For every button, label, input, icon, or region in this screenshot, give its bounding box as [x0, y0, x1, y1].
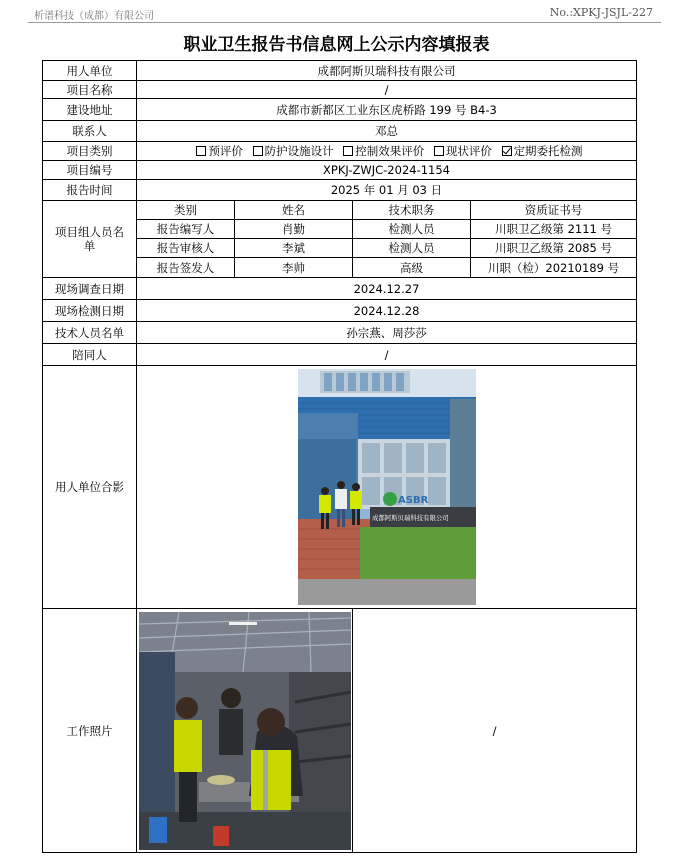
label-team: 项目组人员名单 — [43, 201, 137, 278]
work-photo-empty-cell: / — [353, 609, 637, 853]
member-cert: 川职卫乙级第 2111 号 — [471, 220, 637, 239]
row-group-photo — [43, 366, 637, 609]
checkbox-icon — [196, 146, 206, 156]
row-companion — [43, 344, 637, 366]
label-work-photo: 工作照片 — [43, 609, 137, 853]
checkbox-icon — [343, 146, 353, 156]
member-role: 报告签发人 — [137, 258, 235, 278]
work-photo-image — [139, 612, 351, 850]
header-divider — [28, 22, 661, 23]
value-survey-date: 2024.12.27 — [137, 278, 637, 300]
row-address — [43, 99, 637, 121]
checkbox-checked-icon — [502, 146, 512, 156]
member-name: 肖勤 — [235, 220, 353, 239]
member-title: 检测人员 — [353, 239, 471, 258]
label-group-photo: 用人单位合影 — [43, 366, 137, 609]
label-report-date: 报告时间 — [43, 180, 137, 201]
category-option-pre-evaluation: 预评价 — [190, 144, 243, 158]
value-project-name: / — [137, 81, 637, 99]
sign-text: 成都阿斯贝瑞科技有限公司 — [371, 514, 449, 522]
label-test-date: 现场检测日期 — [43, 300, 137, 322]
label-category: 项目类别 — [43, 142, 137, 161]
row-report-date — [43, 180, 637, 201]
value-address: 成都市新都区工业东区虎桥路 199 号 B4-3 — [137, 99, 637, 121]
team-header-role: 类别 — [137, 201, 235, 220]
header-doc-number: No.:XPKJ-JSJL-227 — [549, 6, 653, 19]
sign-logo-text: ASBR — [397, 495, 428, 506]
category-option-protection-design: 防护设施设计 — [247, 144, 334, 158]
work-photo-cell — [137, 609, 353, 853]
label-project-no: 项目编号 — [43, 161, 137, 180]
row-tech-staff — [43, 322, 637, 344]
member-role: 报告编写人 — [137, 220, 235, 239]
page-title: 职业卫生报告书信息网上公示内容填报表 — [183, 35, 490, 55]
label-address: 建设地址 — [43, 99, 137, 121]
label-contact: 联系人 — [43, 121, 137, 142]
value-tech-staff: 孙宗燕、周莎莎 — [137, 322, 637, 344]
label-companion: 陪同人 — [43, 344, 137, 366]
member-cert: 川职（检）20210189 号 — [471, 258, 637, 278]
member-role: 报告审核人 — [137, 239, 235, 258]
label-survey-date: 现场调查日期 — [43, 278, 137, 300]
member-name: 李帅 — [235, 258, 353, 278]
page-header — [0, 0, 673, 24]
value-test-date: 2024.12.28 — [137, 300, 637, 322]
member-name: 李斌 — [235, 239, 353, 258]
checkbox-icon — [434, 146, 444, 156]
value-report-date: 2025 年 01 月 03 日 — [137, 180, 637, 201]
group-photo-image — [298, 369, 476, 605]
team-header-name: 姓名 — [235, 201, 353, 220]
row-employer — [43, 61, 637, 81]
row-team-header — [43, 201, 637, 220]
label-project-name: 项目名称 — [43, 81, 137, 99]
header-company: 析谱科技（成都）有限公司 — [34, 11, 154, 22]
row-survey-date — [43, 278, 637, 300]
row-category — [43, 142, 637, 161]
member-cert: 川职卫乙级第 2085 号 — [471, 239, 637, 258]
value-contact: 邓总 — [137, 121, 637, 142]
value-companion: / — [137, 344, 637, 366]
value-category — [137, 142, 637, 161]
checkbox-icon — [253, 146, 263, 156]
category-option-status-evaluation: 现状评价 — [428, 144, 492, 158]
row-test-date — [43, 300, 637, 322]
label-employer: 用人单位 — [43, 61, 137, 81]
row-project-no — [43, 161, 637, 180]
member-title: 检测人员 — [353, 220, 471, 239]
category-option-periodic-testing: 定期委托检测 — [496, 144, 583, 158]
row-contact — [43, 121, 637, 142]
category-option-control-evaluation: 控制效果评价 — [337, 144, 424, 158]
group-photo-cell — [137, 366, 637, 609]
value-employer: 成都阿斯贝瑞科技有限公司 — [137, 61, 637, 81]
member-title: 高级 — [353, 258, 471, 278]
team-header-title: 技术职务 — [353, 201, 471, 220]
value-project-no: XPKJ-ZWJC-2024-1154 — [137, 161, 637, 180]
row-work-photo — [43, 609, 637, 853]
disclosure-form-table — [42, 60, 637, 853]
row-project-name — [43, 81, 637, 99]
label-tech-staff: 技术人员名单 — [43, 322, 137, 344]
team-header-cert: 资质证书号 — [471, 201, 637, 220]
